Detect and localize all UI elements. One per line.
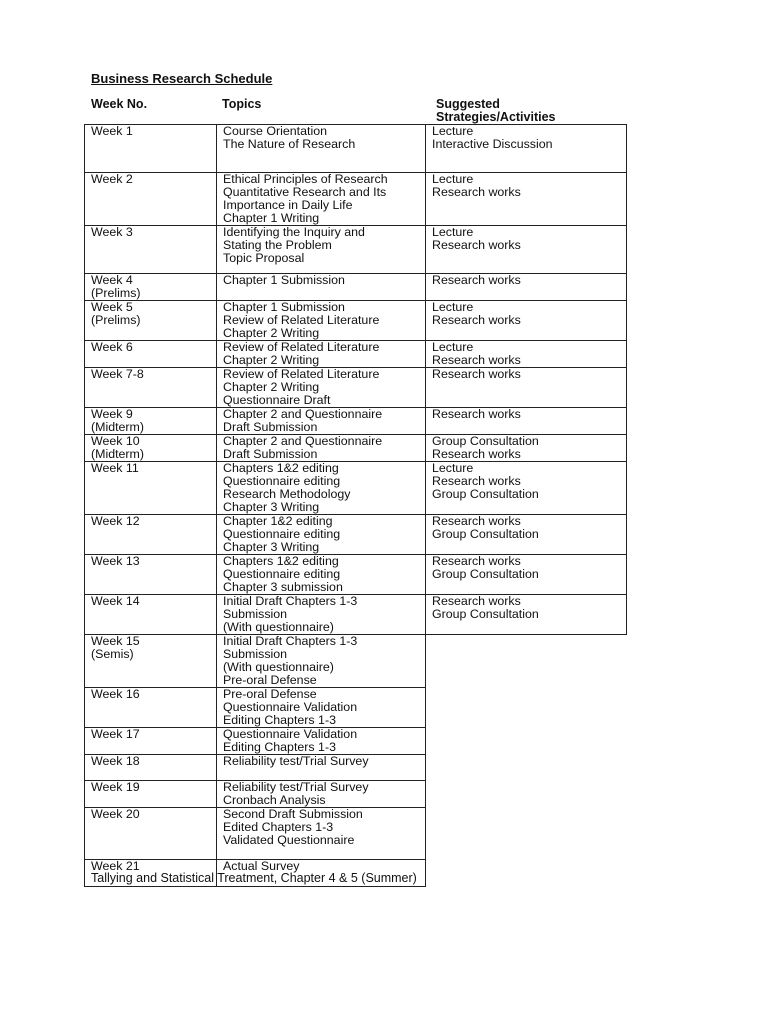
activities-cell bbox=[426, 274, 627, 301]
topics-line: Ethical Principles of Research bbox=[223, 172, 388, 186]
topics-line: Course Orientation bbox=[223, 124, 327, 138]
table-row bbox=[85, 688, 627, 728]
topics-line: Chapters 1&2 editing bbox=[223, 461, 339, 475]
activities-cell bbox=[426, 515, 627, 555]
topics-cell bbox=[217, 728, 426, 755]
activities-line: Lecture bbox=[432, 461, 474, 475]
activities-line: Lecture bbox=[432, 172, 474, 186]
topics-line: Chapter 1 Submission bbox=[223, 273, 345, 287]
activities-cell bbox=[426, 595, 627, 635]
week-cell bbox=[85, 435, 217, 462]
table-row bbox=[85, 635, 627, 688]
activities-line: Lecture bbox=[432, 300, 474, 314]
week-cell bbox=[85, 368, 217, 408]
header-strategies-line-2: Strategies/Activities bbox=[436, 110, 556, 124]
activities-line: Lecture bbox=[432, 340, 474, 354]
week-line: Week 5 bbox=[91, 300, 133, 314]
table-row bbox=[85, 341, 627, 368]
topics-cell bbox=[217, 688, 426, 728]
topics-line: Chapter 2 Writing bbox=[223, 380, 320, 394]
activities-line: Research works bbox=[432, 367, 521, 381]
topics-line: Actual Survey bbox=[223, 859, 300, 873]
week-line: Week 14 bbox=[91, 594, 140, 608]
header-topics: Topics bbox=[222, 97, 262, 111]
topics-cell bbox=[217, 408, 426, 435]
activities-line: Research works bbox=[432, 353, 521, 367]
week-cell bbox=[85, 688, 217, 728]
week-line: Week 7-8 bbox=[91, 367, 144, 381]
week-cell bbox=[85, 781, 217, 808]
topics-line: Stating the Problem bbox=[223, 238, 332, 252]
week-cell bbox=[85, 462, 217, 515]
week-cell bbox=[85, 728, 217, 755]
topics-line: Submission bbox=[223, 607, 288, 621]
topics-line: Questionnaire Validation bbox=[223, 727, 358, 741]
week-line: Week 4 bbox=[91, 273, 133, 287]
topics-line: Questionnaire editing bbox=[223, 567, 341, 581]
week-line: Week 3 bbox=[91, 225, 133, 239]
table-row bbox=[85, 435, 627, 462]
week-line: Week 12 bbox=[91, 514, 140, 528]
activities-line: Lecture bbox=[432, 124, 474, 138]
topics-cell bbox=[217, 462, 426, 515]
topics-line: Questionnaire Draft bbox=[223, 393, 331, 407]
topics-cell bbox=[217, 515, 426, 555]
topics-cell bbox=[217, 274, 426, 301]
topics-cell bbox=[217, 226, 426, 274]
week-cell bbox=[85, 301, 217, 341]
topics-cell bbox=[217, 635, 426, 688]
topics-line: Chapter 2 and Questionnaire bbox=[223, 434, 383, 448]
table-row bbox=[85, 515, 627, 555]
week-line: Week 1 bbox=[91, 124, 133, 138]
table-row bbox=[85, 274, 627, 301]
activities-line: Research works bbox=[432, 273, 521, 287]
activities-cell bbox=[426, 301, 627, 341]
activities-line: Research works bbox=[432, 238, 521, 252]
table-row bbox=[85, 808, 627, 860]
topics-line: Initial Draft Chapters 1-3 bbox=[223, 634, 358, 648]
topics-cell bbox=[217, 368, 426, 408]
header-strategies-line-1: Suggested bbox=[436, 97, 500, 111]
week-cell bbox=[85, 595, 217, 635]
week-line: Week 16 bbox=[91, 687, 140, 701]
week-line: Week 15 bbox=[91, 634, 140, 648]
week-line: Week 9 bbox=[91, 407, 133, 421]
week-cell bbox=[85, 555, 217, 595]
activities-line: Group Consultation bbox=[432, 527, 539, 541]
topics-line: Review of Related Literature bbox=[223, 367, 380, 381]
table-row bbox=[85, 595, 627, 635]
week-cell bbox=[85, 515, 217, 555]
topics-line: Chapters 1&2 editing bbox=[223, 554, 339, 568]
table-row bbox=[85, 728, 627, 755]
activities-cell bbox=[426, 860, 627, 887]
activities-line: Group Consultation bbox=[432, 567, 539, 581]
table-row bbox=[85, 755, 627, 781]
topics-line: Chapter 2 and Questionnaire bbox=[223, 407, 383, 421]
week-line: Week 11 bbox=[91, 461, 139, 475]
activities-line: Interactive Discussion bbox=[432, 137, 553, 151]
activities-cell bbox=[426, 435, 627, 462]
activities-cell bbox=[426, 781, 627, 808]
topics-cell bbox=[217, 341, 426, 368]
activities-cell bbox=[426, 688, 627, 728]
week-cell bbox=[85, 226, 217, 274]
week-cell bbox=[85, 274, 217, 301]
week-line: Week 19 bbox=[91, 780, 140, 794]
week-cell bbox=[85, 635, 217, 688]
activities-line: Research works bbox=[432, 407, 521, 421]
topics-cell bbox=[217, 173, 426, 226]
week-line: Week 10 bbox=[91, 434, 140, 448]
schedule-table-body bbox=[85, 125, 627, 887]
activities-line: Research works bbox=[432, 185, 521, 199]
activities-cell bbox=[426, 808, 627, 860]
activities-line: Research works bbox=[432, 554, 521, 568]
activities-line: Research works bbox=[432, 594, 521, 608]
topics-line: Chapter 3 Writing bbox=[223, 540, 320, 554]
table-row bbox=[85, 462, 627, 515]
topics-line: Topic Proposal bbox=[223, 251, 305, 265]
topics-line: Edited Chapters 1-3 bbox=[223, 820, 334, 834]
week-cell bbox=[85, 408, 217, 435]
week-line: Week 17 bbox=[91, 727, 140, 741]
activities-line: Research works bbox=[432, 447, 521, 461]
activities-line: Group Consultation bbox=[432, 607, 539, 621]
schedule-table bbox=[84, 124, 627, 887]
week-line: Week 20 bbox=[91, 807, 140, 821]
week-cell bbox=[85, 755, 217, 781]
topics-cell bbox=[217, 808, 426, 860]
table-row bbox=[85, 408, 627, 435]
topics-line: Chapter 3 submission bbox=[223, 580, 343, 594]
activities-cell bbox=[426, 755, 627, 781]
week-line: Week 13 bbox=[91, 554, 140, 568]
topics-cell bbox=[217, 435, 426, 462]
activities-cell bbox=[426, 635, 627, 688]
activities-cell bbox=[426, 125, 627, 173]
topics-cell bbox=[217, 125, 426, 173]
week-line: Week 18 bbox=[91, 754, 140, 768]
week-line: (Semis) bbox=[91, 647, 134, 661]
topics-line: Chapter 2 Writing bbox=[223, 353, 320, 367]
week-cell bbox=[85, 173, 217, 226]
topics-cell bbox=[217, 781, 426, 808]
activities-line: Research works bbox=[432, 514, 521, 528]
footer-note: Tallying and Statistical Treatment, Chapter 4 & 5 (Summer) bbox=[91, 871, 417, 885]
week-line: (Midterm) bbox=[91, 420, 144, 434]
topics-line: Cronbach Analysis bbox=[223, 793, 326, 807]
activities-cell bbox=[426, 173, 627, 226]
topics-cell bbox=[217, 555, 426, 595]
activities-cell bbox=[426, 462, 627, 515]
table-row bbox=[85, 368, 627, 408]
topics-line: Draft Submission bbox=[223, 447, 318, 461]
table-row bbox=[85, 555, 627, 595]
topics-line: Reliability test/Trial Survey bbox=[223, 780, 369, 794]
topics-cell bbox=[217, 595, 426, 635]
topics-line: Pre-oral Defense bbox=[223, 673, 317, 687]
topics-line: Pre-oral Defense bbox=[223, 687, 317, 701]
topics-cell bbox=[217, 755, 426, 781]
table-row bbox=[85, 781, 627, 808]
topics-line: Importance in Daily Life bbox=[223, 198, 353, 212]
week-line: Week 6 bbox=[91, 340, 133, 354]
activities-line: Research works bbox=[432, 474, 521, 488]
week-line: (Midterm) bbox=[91, 447, 144, 461]
table-row bbox=[85, 125, 627, 173]
week-line: Week 21 bbox=[91, 859, 140, 873]
topics-line: (With questionnaire) bbox=[223, 660, 334, 674]
week-line: (Prelims) bbox=[91, 313, 141, 327]
topics-line: The Nature of Research bbox=[223, 137, 356, 151]
table-row bbox=[85, 173, 627, 226]
header-strategies bbox=[436, 98, 556, 124]
topics-line: Questionnaire Validation bbox=[223, 700, 358, 714]
topics-line: Research Methodology bbox=[223, 487, 351, 501]
topics-line: Initial Draft Chapters 1-3 bbox=[223, 594, 358, 608]
topics-line: Editing Chapters 1-3 bbox=[223, 713, 336, 727]
activities-cell bbox=[426, 408, 627, 435]
week-cell bbox=[85, 125, 217, 173]
week-line: Week 2 bbox=[91, 172, 133, 186]
topics-line: Chapter 3 Writing bbox=[223, 500, 320, 514]
topics-line: Review of Related Literature bbox=[223, 313, 380, 327]
topics-line: Chapter 1 Submission bbox=[223, 300, 345, 314]
week-cell bbox=[85, 341, 217, 368]
table-row bbox=[85, 301, 627, 341]
topics-line: Chapter 1&2 editing bbox=[223, 514, 333, 528]
topics-line: Second Draft Submission bbox=[223, 807, 363, 821]
table-row bbox=[85, 226, 627, 274]
activities-cell bbox=[426, 226, 627, 274]
activities-cell bbox=[426, 341, 627, 368]
topics-line: Chapter 1 Writing bbox=[223, 211, 320, 225]
topics-line: Draft Submission bbox=[223, 420, 318, 434]
activities-line: Lecture bbox=[432, 225, 474, 239]
document-title: Business Research Schedule bbox=[91, 71, 273, 86]
topics-line: Editing Chapters 1-3 bbox=[223, 740, 336, 754]
week-cell bbox=[85, 808, 217, 860]
activities-cell bbox=[426, 728, 627, 755]
activities-line: Group Consultation bbox=[432, 487, 539, 501]
topics-line: Chapter 2 Writing bbox=[223, 326, 320, 340]
topics-line: Identifying the Inquiry and bbox=[223, 225, 365, 239]
topics-cell bbox=[217, 301, 426, 341]
activities-cell bbox=[426, 368, 627, 408]
topics-line: Reliability test/Trial Survey bbox=[223, 754, 369, 768]
topics-line: Quantitative Research and Its bbox=[223, 185, 387, 199]
activities-line: Group Consultation bbox=[432, 434, 539, 448]
topics-line: Questionnaire editing bbox=[223, 474, 341, 488]
topics-line: Submission bbox=[223, 647, 288, 661]
header-week-no: Week No. bbox=[91, 97, 148, 111]
topics-line: Questionnaire editing bbox=[223, 527, 341, 541]
topics-line: Review of Related Literature bbox=[223, 340, 380, 354]
activities-line: Research works bbox=[432, 313, 521, 327]
activities-cell bbox=[426, 555, 627, 595]
topics-line: (With questionnaire) bbox=[223, 620, 334, 634]
week-line: (Prelims) bbox=[91, 286, 141, 300]
topics-line: Validated Questionnaire bbox=[223, 833, 355, 847]
